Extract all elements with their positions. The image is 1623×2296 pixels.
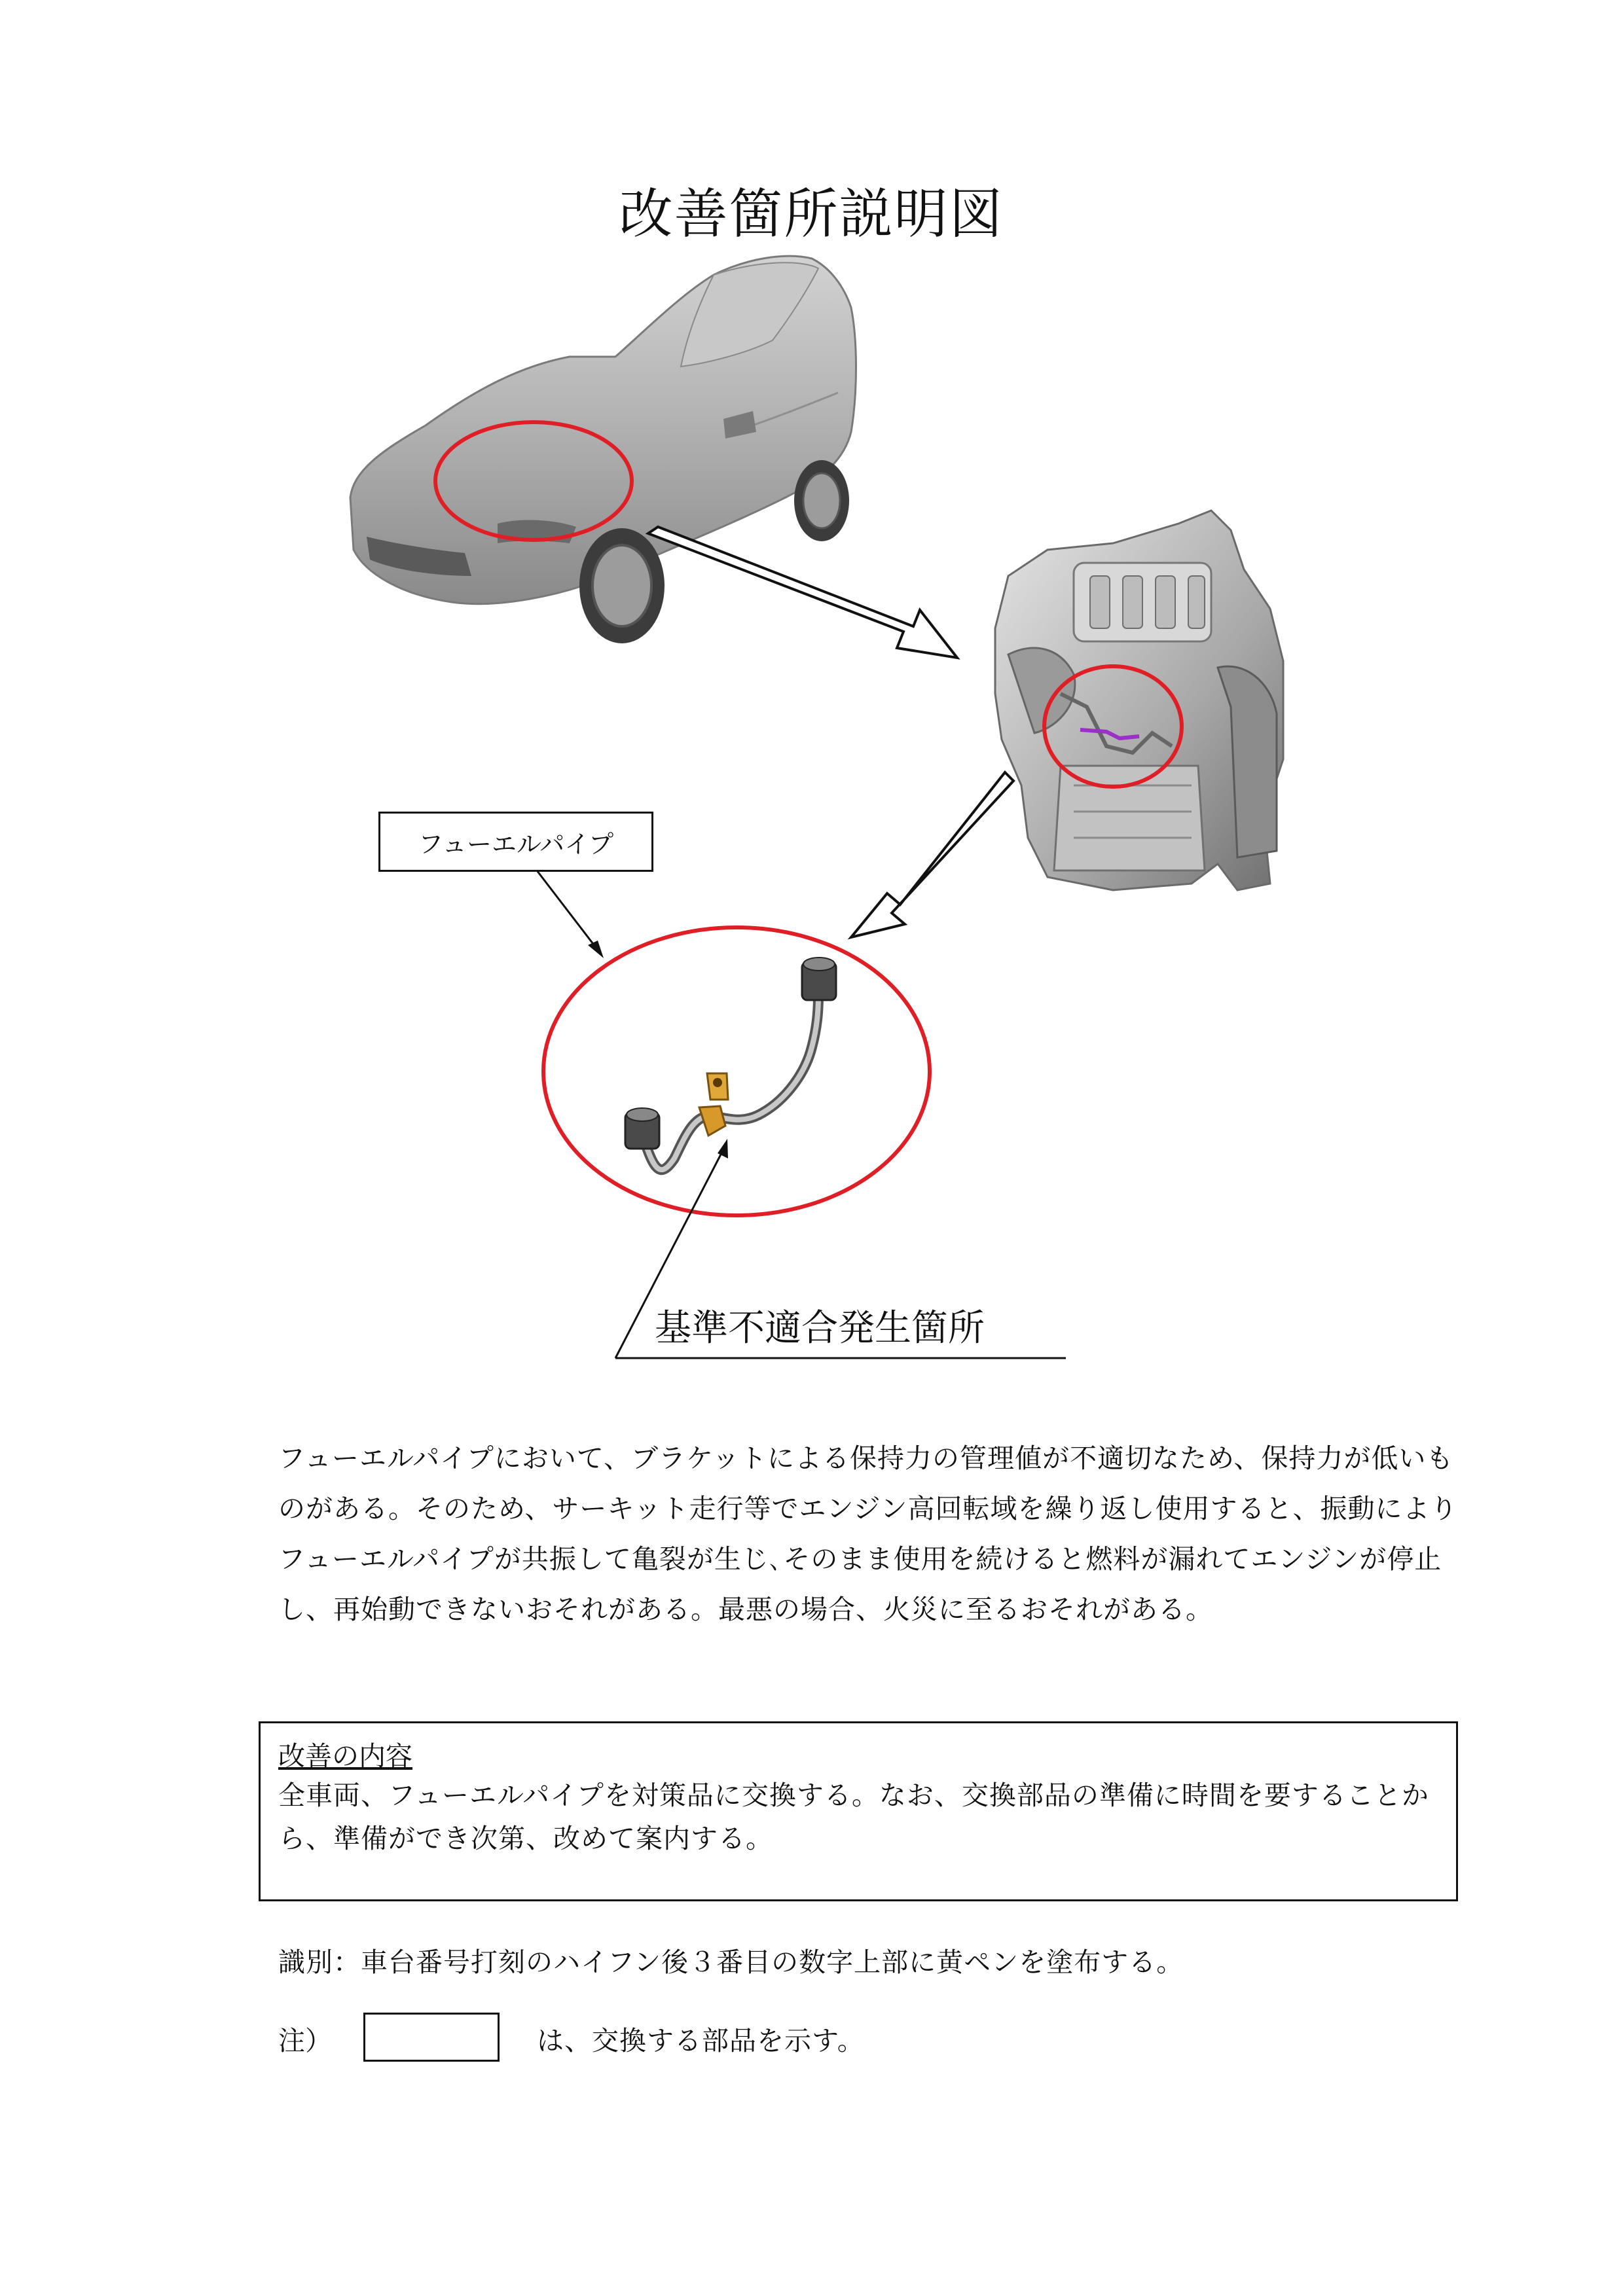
arrow-label-to-part (537, 870, 604, 958)
arrow-car-to-engine (648, 527, 957, 658)
page-title: 改善箇所説明図 (619, 183, 1004, 245)
part-name-text: フューエルパイプ (418, 829, 614, 859)
identification-text: 識別：車台番号打刻のハイフン後３番目の数字上部に黄ペンを塗布する。 (278, 1946, 1184, 1978)
note-label: 注） (278, 2025, 332, 2056)
note-legend-box (363, 2013, 500, 2062)
arrow-engine-to-part (851, 772, 1013, 937)
fuel-pipe-part (625, 958, 836, 1170)
improvement-text: 全車両、フューエルパイプを対策品に交換する。なお、交換部品の準備に時間を要することから、準備ができ次第、改めて案内する。 (278, 1780, 1429, 1854)
note-text: は、交換する部品を示す。 (537, 2025, 865, 2056)
problem-description: フューエルパイプにおいて、ブラケットによる保持力の管理値が不適切なため、保持力が低いものがある。そのため、サーキット走行等でエンジン高回転域を繰り返し使用すると、振動によりフューエルパイプが共振して亀裂が生じ､そのまま使用を続けると燃料が漏れてエンジンが停止し、再始動できないおそれがある。最悪の場合、火災に至るおそれがある。 (278, 1443, 1458, 1625)
improvement-heading: 改善の内容 (278, 1740, 412, 1772)
part-name-label (378, 812, 653, 872)
part-highlight-circle (543, 927, 930, 1215)
defect-location-label: 基準不適合発生箇所 (655, 1307, 985, 1350)
engine-illustration (995, 511, 1283, 890)
